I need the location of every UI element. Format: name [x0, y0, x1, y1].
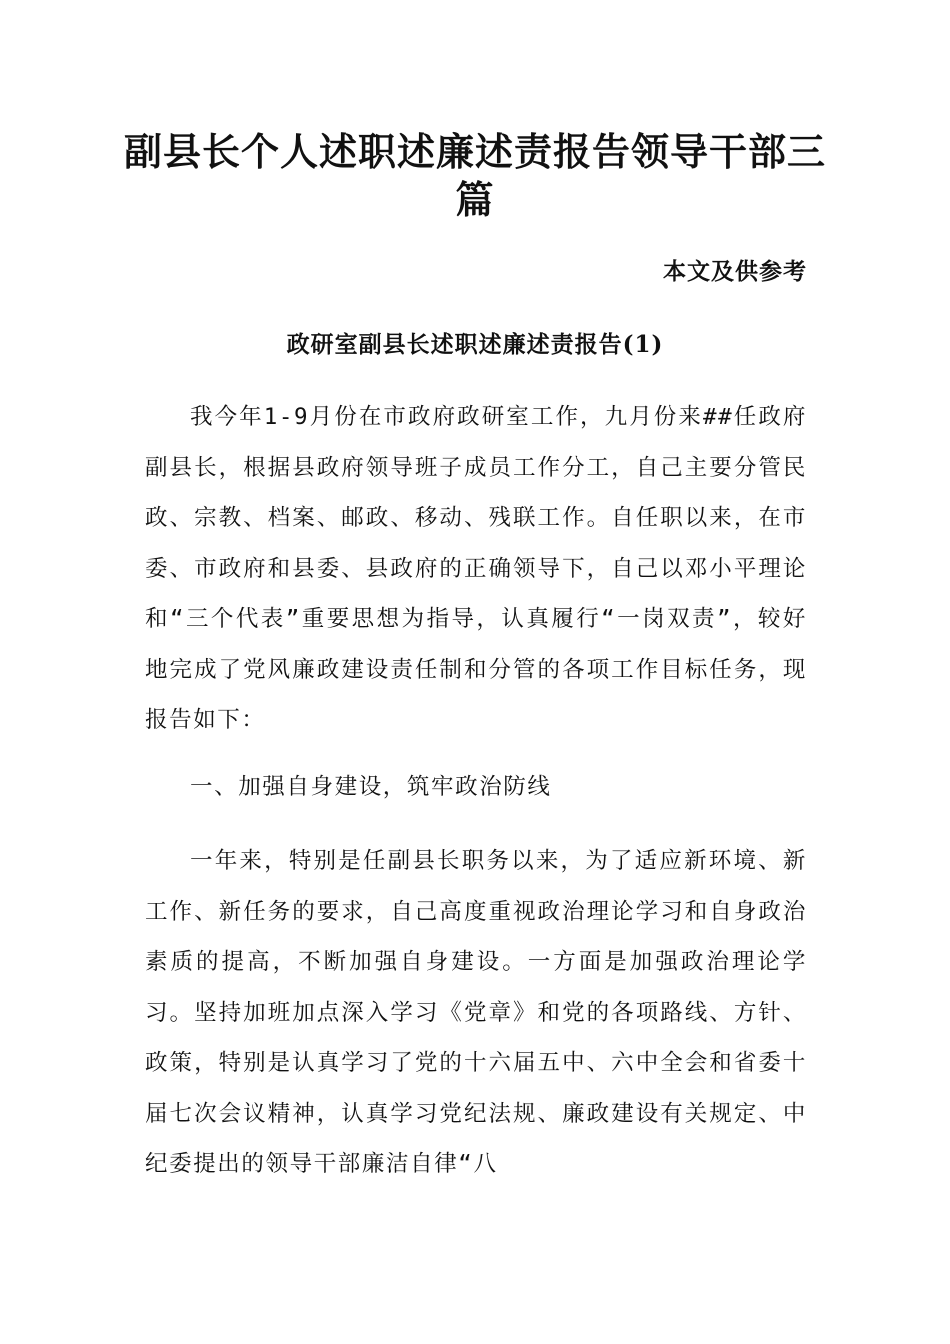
- section-heading: 一、加强自身建设，筑牢政治防线: [190, 774, 552, 800]
- body-paragraph: 一年来，特别是任副县长职务以来，为了适应新环境、新工作、新任务的要求，自己高度重视政治理论学习和自身政治素质的提高，不断加强自身建设。一方面是加强政治理论学习。坚持加班加点深入学习《党章》和党的各项路线、方针、政策，特别是认真学习了党的十六届五中、六中全会和省委十届七次会议精神，认真学习党纪法规、廉政建设有关规定、中纪委提出的领导干部廉洁自律“八: [145, 848, 807, 1177]
- body-paragraph: 我今年1-9月份在市政府政研室工作，九月份来##任政府副县长，根据县政府领导班子成员工作分工，自己主要分管民政、宗教、档案、邮政、移动、残联工作。自任职以来，在市委、市政府和县委、县政府的正确领导下，自己以邓小平理论和“三个代表”重要思想为指导，认真履行“一岗双责”，较好地完成了党风廉政建设责任制和分管的各项工作目标任务，现报告如下：: [145, 404, 807, 733]
- section-title: 政研室副县长述职述廉述责报告(1): [286, 331, 664, 358]
- attribution-note: 本文及供参考: [663, 258, 807, 285]
- document-title: 副县长个人述职述廉述责报告领导干部三篇: [123, 129, 826, 222]
